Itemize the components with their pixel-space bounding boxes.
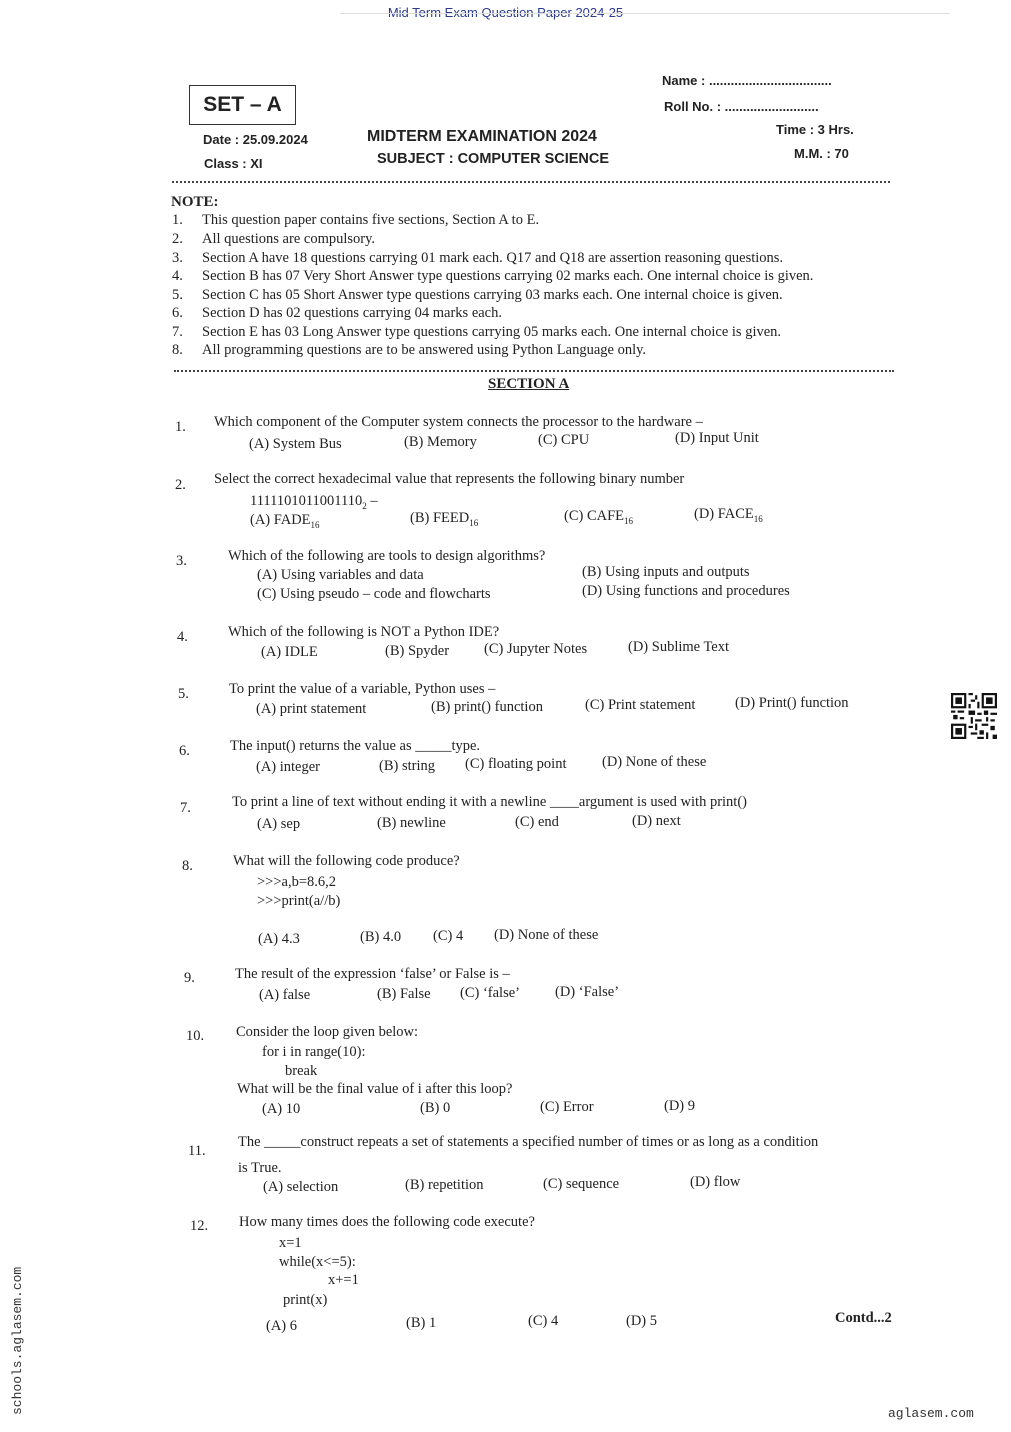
- question-text: How many times does the following code execute?: [239, 1214, 535, 1230]
- name-field: Name : ..................................: [662, 73, 832, 88]
- option-c: (C) sequence: [543, 1176, 620, 1192]
- question-text: The result of the expression ‘false’ or False is –: [235, 966, 510, 982]
- question-number: 7.: [180, 800, 191, 816]
- binary-number: [250, 493, 378, 511]
- note-num: 8.: [172, 342, 183, 358]
- option-b: (B) Memory: [404, 434, 477, 450]
- option-b-text: (B) FEED: [410, 510, 470, 526]
- code-line: >>>print(a//b): [257, 893, 341, 909]
- option-b: (B) False: [377, 986, 431, 1002]
- header-divider: [340, 13, 950, 14]
- exam-marks: M.M. : 70: [794, 146, 849, 161]
- continued-label: Contd...2: [835, 1310, 892, 1326]
- question-number: 1.: [175, 419, 186, 435]
- option-d: (D) Sublime Text: [628, 639, 730, 655]
- exam-date: Date : 25.09.2024: [203, 132, 308, 147]
- option-c: (C) ‘false’: [460, 985, 520, 1001]
- note-num: 7.: [172, 324, 183, 340]
- question-number: 4.: [177, 629, 188, 645]
- question-number: 2.: [175, 477, 186, 493]
- option-a: (A) 10: [262, 1101, 301, 1117]
- option-a: (A) 4.3: [258, 931, 300, 947]
- section-title: SECTION A: [488, 376, 570, 392]
- option-b-base: 16: [469, 517, 479, 528]
- question-number: 5.: [178, 686, 189, 702]
- note-num: 5.: [172, 287, 183, 303]
- question-text: What will the following code produce?: [233, 853, 460, 869]
- option-b: (B) Spyder: [385, 643, 450, 659]
- option-c-base: 16: [624, 515, 634, 526]
- qr-code-icon: [951, 693, 997, 739]
- note-text: All questions are compulsory.: [202, 231, 376, 247]
- option-c: (C) end: [515, 814, 559, 830]
- set-label: SET – A: [189, 85, 296, 125]
- option-d: (D) Input Unit: [675, 430, 759, 446]
- option-c: (C) floating point: [465, 756, 567, 772]
- option-a: (A) 6: [266, 1318, 298, 1334]
- code-line: x+=1: [328, 1272, 359, 1288]
- page-header: Mid Term Exam Question Paper 2024-25: [387, 5, 624, 20]
- code-line: x=1: [279, 1235, 302, 1251]
- header-dotted-divider: [172, 181, 890, 183]
- roll-field: Roll No. : ..........................: [664, 99, 819, 114]
- binary-suffix: –: [366, 493, 378, 509]
- question-number: 10.: [186, 1028, 205, 1044]
- question-text: To print the value of a variable, Python uses –: [229, 681, 496, 697]
- option-b: (B) string: [379, 758, 435, 774]
- option-d: (D) 9: [664, 1098, 696, 1114]
- note-num: 3.: [172, 250, 183, 266]
- option-c: (C) Using pseudo – code and flowcharts: [257, 586, 491, 602]
- option-c-text: (C) CAFE: [564, 508, 625, 524]
- option-b: (B) newline: [377, 815, 446, 831]
- question-text: Which of the following is NOT a Python IDE?: [228, 624, 500, 640]
- option-c: (C) 4: [528, 1313, 559, 1329]
- question-number: 11.: [188, 1143, 206, 1159]
- option-a: (A) print statement: [256, 701, 367, 717]
- question-number: 3.: [176, 553, 187, 569]
- option-d-text: (D) FACE: [694, 506, 754, 522]
- option-b: (B) 4.0: [360, 929, 402, 945]
- note-text: Section C has 05 Short Answer type questions carrying 03 marks each. One internal choice is given.: [202, 287, 783, 303]
- binary-digits: 1111101011001110: [250, 493, 363, 509]
- question-number: 12.: [190, 1218, 209, 1234]
- option-d: (D) ‘False’: [555, 984, 620, 1000]
- notes-list: [172, 212, 892, 362]
- side-watermark: schools.aglasem.com: [10, 1266, 25, 1415]
- option-d-base: 16: [753, 513, 763, 524]
- option-a: (A) selection: [263, 1179, 339, 1195]
- option-d: (D) None of these: [602, 754, 707, 770]
- question-text: The _____construct repeats a set of statements a specified number of times or as long as a condition: [238, 1134, 819, 1150]
- note-text: Section E has 03 Long Answer type questions carrying 05 marks each. One internal choice is given.: [202, 324, 782, 340]
- option-d: [694, 506, 763, 524]
- option-d: (D) flow: [690, 1174, 741, 1190]
- question-text: To print a line of text without ending it with a newline ____argument is used with print(): [232, 794, 747, 810]
- option-b: (B) 0: [420, 1100, 451, 1116]
- option-c: (C) 4: [433, 928, 464, 944]
- exam-title: MIDTERM EXAMINATION 2024: [367, 128, 597, 145]
- exam-time: Time : 3 Hrs.: [776, 122, 854, 137]
- option-d: (D) None of these: [494, 927, 599, 943]
- code-line: while(x<=5):: [279, 1254, 356, 1270]
- option-b: (B) Using inputs and outputs: [582, 564, 750, 580]
- question-number: 9.: [184, 970, 195, 986]
- binary-base: 2: [362, 500, 367, 511]
- note-title: NOTE:: [171, 194, 219, 210]
- question-text-continued: is True.: [238, 1160, 282, 1176]
- note-num: 4.: [172, 268, 183, 284]
- option-c: (C) Print statement: [585, 697, 696, 713]
- option-d: (D) 5: [626, 1313, 658, 1329]
- option-a: (A) IDLE: [261, 644, 318, 660]
- option-c: (C) CPU: [538, 432, 590, 448]
- note-text: Section A have 18 questions carrying 01 mark each. Q17 and Q18 are assertion reasoning questions.: [202, 250, 784, 266]
- note-num: 6.: [172, 305, 183, 321]
- option-a: (A) Using variables and data: [257, 567, 424, 583]
- option-c: (C) Jupyter Notes: [484, 641, 588, 657]
- question-text: The input() returns the value as _____type.: [230, 738, 481, 754]
- note-text: This question paper contains five sections, Section A to E.: [202, 212, 540, 228]
- code-line: for i in range(10):: [262, 1044, 366, 1060]
- code-line: break: [285, 1063, 318, 1079]
- option-a: (A) sep: [257, 816, 301, 832]
- notes-dotted-divider: [174, 370, 894, 372]
- option-d: (D) Using functions and procedures: [582, 583, 790, 599]
- question-text: Select the correct hexadecimal value that represents the following binary number: [214, 471, 685, 487]
- question-text: Consider the loop given below:: [236, 1024, 419, 1040]
- exam-subject: SUBJECT : COMPUTER SCIENCE: [377, 151, 610, 167]
- question-text: Which of the following are tools to design algorithms?: [228, 548, 546, 564]
- option-d: (D) Print() function: [735, 695, 849, 711]
- option-b: (B) print() function: [431, 699, 543, 715]
- option-d: (D) next: [632, 813, 681, 829]
- note-num: 2.: [172, 231, 183, 247]
- option-a-text: (A) FADE: [250, 512, 311, 528]
- option-a: [250, 512, 320, 530]
- question-text-continued: What will be the final value of i after this loop?: [237, 1081, 513, 1097]
- footer-watermark: aglasem.com: [888, 1406, 974, 1421]
- exam-class: Class : XI: [204, 156, 263, 171]
- option-b: (B) 1: [406, 1315, 437, 1331]
- note-num: 1.: [172, 212, 183, 228]
- note-text: Section D has 02 questions carrying 04 marks each.: [202, 305, 502, 321]
- note-text: Section B has 07 Very Short Answer type questions carrying 02 marks each. One internal choice is given.: [202, 268, 814, 284]
- option-c: [564, 508, 633, 526]
- option-b: [410, 510, 478, 528]
- option-a: (A) System Bus: [249, 436, 342, 452]
- question-number: 6.: [179, 743, 190, 759]
- question-text: Which component of the Computer system connects the processor to the hardware –: [214, 414, 703, 430]
- code-line: >>>a,b=8.6,2: [257, 874, 337, 890]
- option-a-base: 16: [310, 519, 320, 530]
- option-c: (C) Error: [540, 1099, 594, 1115]
- code-line: print(x): [283, 1292, 328, 1308]
- option-b: (B) repetition: [405, 1177, 484, 1193]
- note-text: All programming questions are to be answered using Python Language only.: [202, 342, 647, 358]
- option-a: (A) false: [259, 987, 311, 1003]
- option-a: (A) integer: [256, 759, 321, 775]
- question-number: 8.: [182, 858, 193, 874]
